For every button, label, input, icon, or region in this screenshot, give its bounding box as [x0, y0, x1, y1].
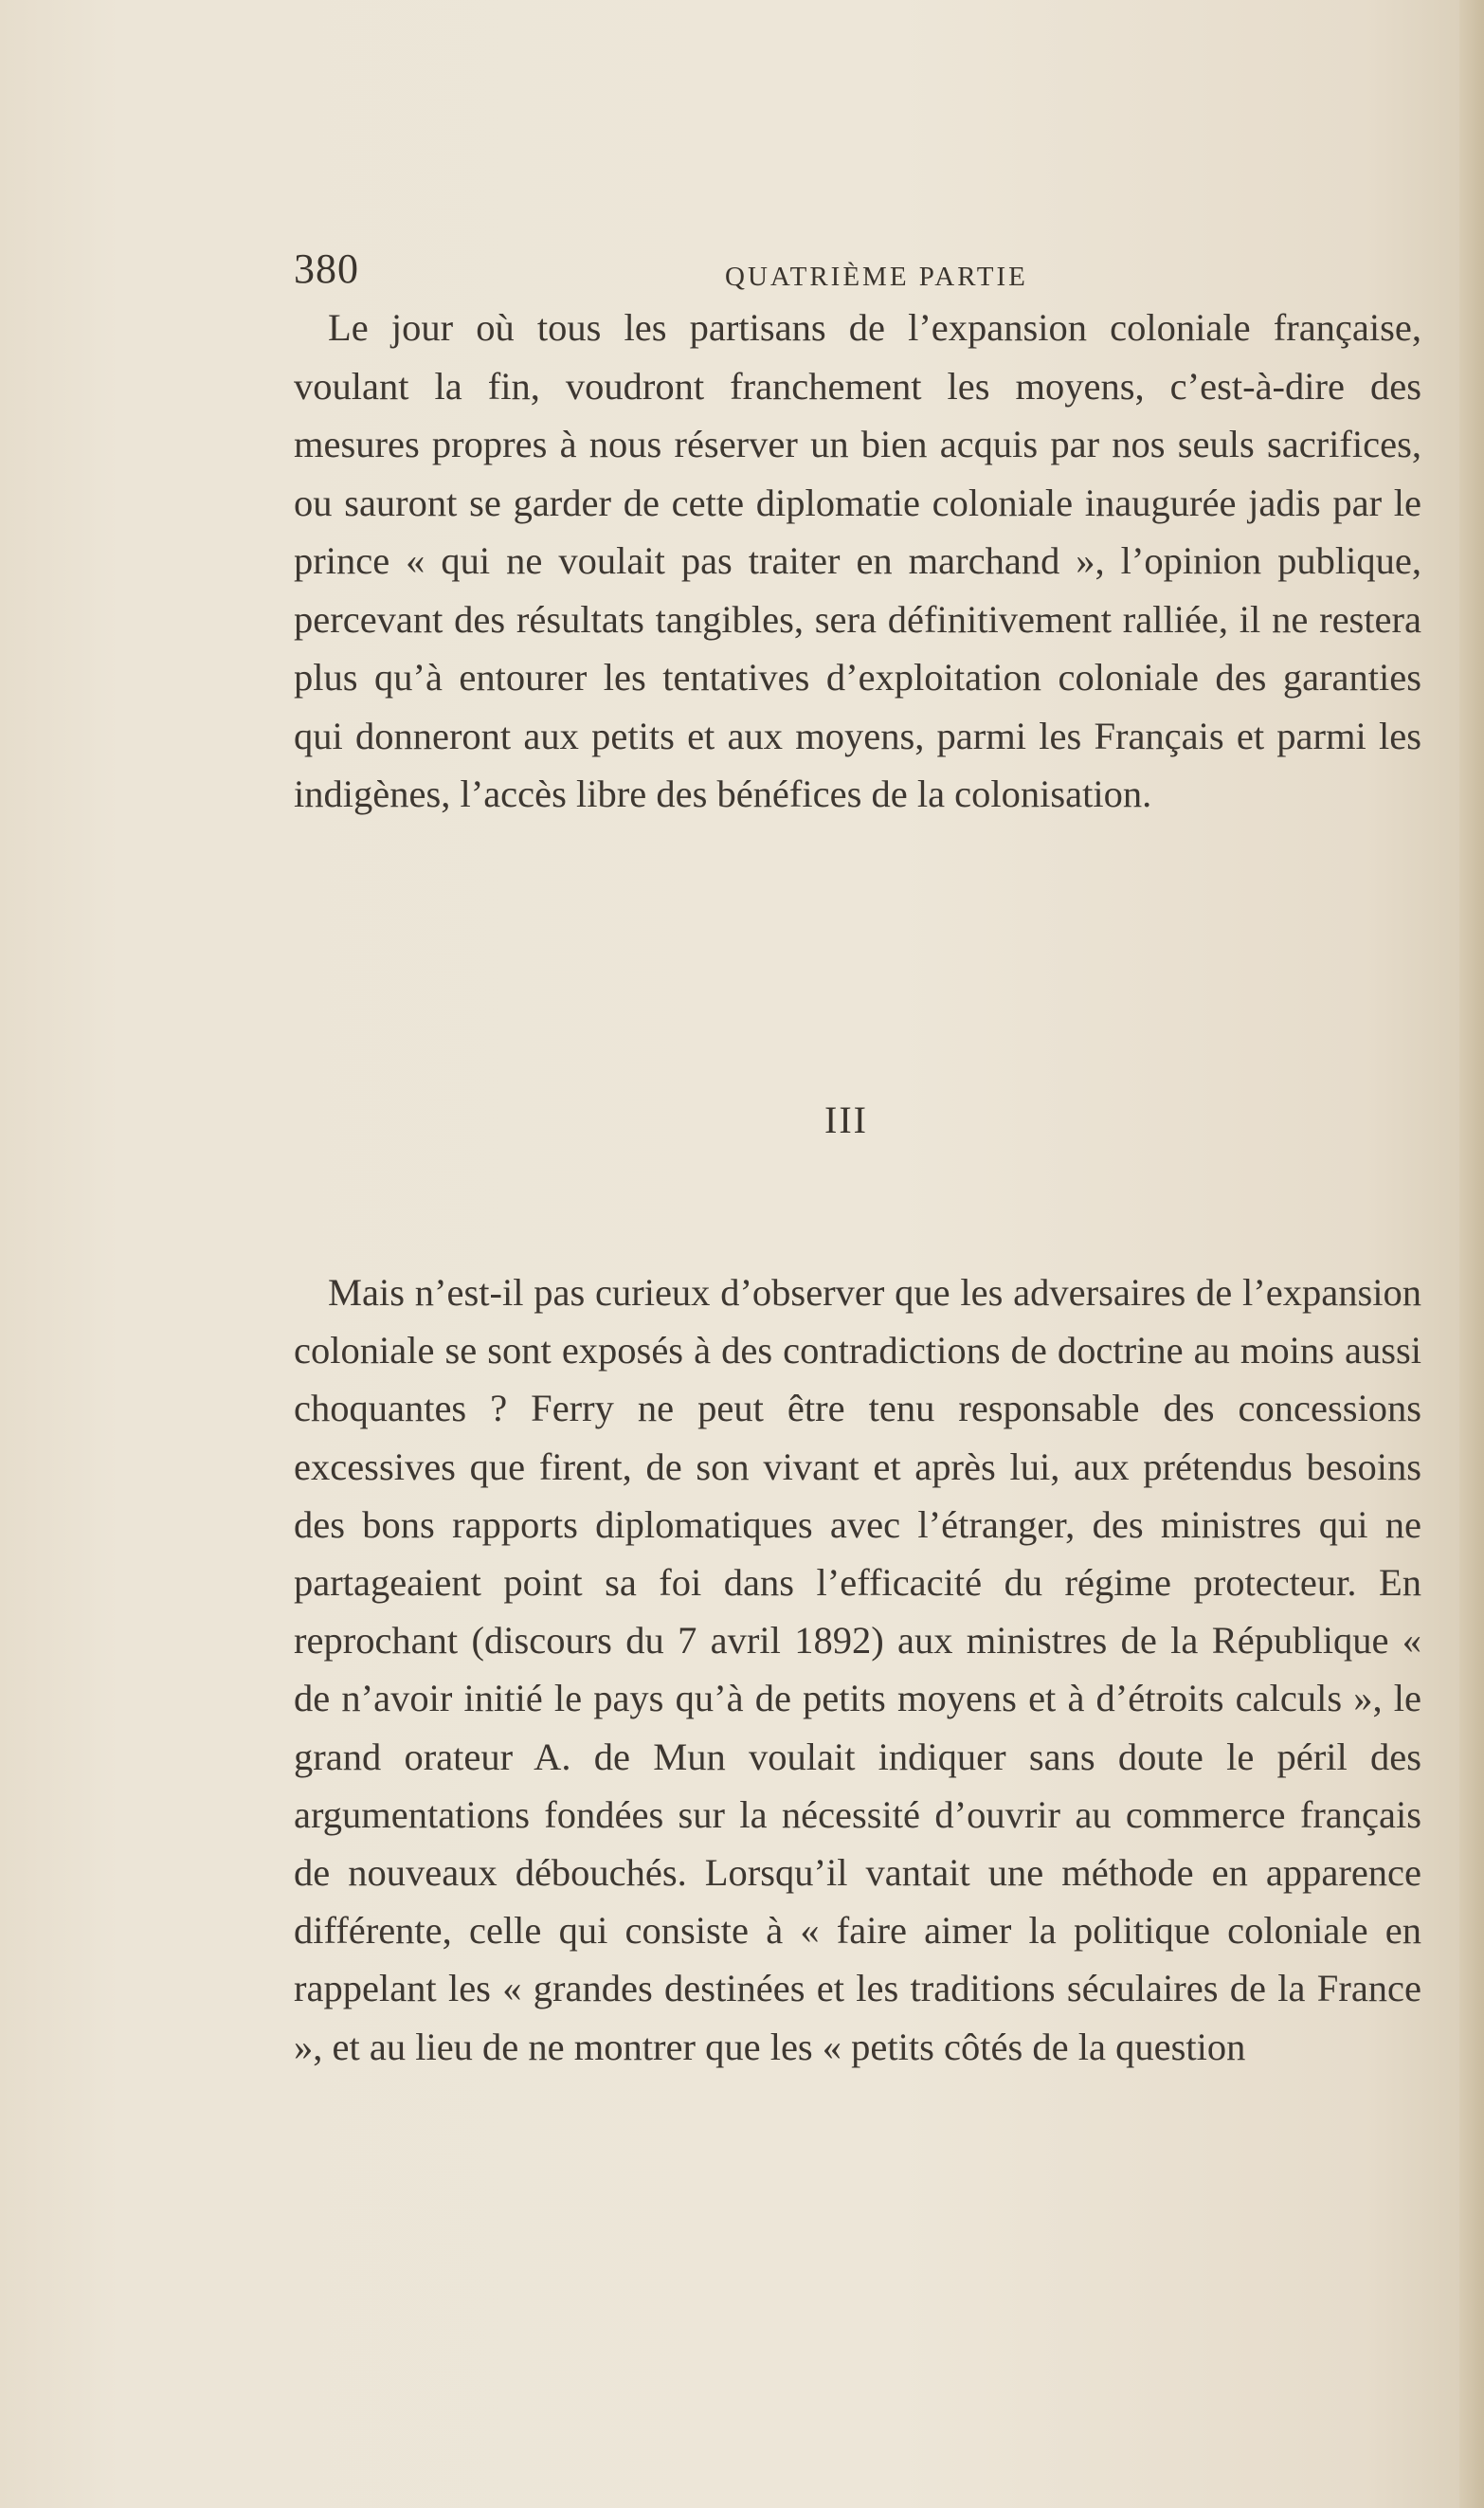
page-edge-shadow: [1459, 0, 1484, 2508]
page-number: 380: [294, 245, 359, 292]
paragraph-1-text: Le jour où tous les partisans de l’expansion coloniale française, voulant la fin, voudront franchement les moyens, c’est-à-dire des mesures propres à nous réserver un bien acquis par nos seuls sacrifices, ou sauront se garder de cette diplomatie coloniale inaugurée jadis par le prince « qui ne voulait pas traiter en marchand », l’opinion publique, percevant des résultats tangibles, sera définitivement ralliée, il ne restera plus qu’à entourer les tentatives d’exploitation coloniale des garanties qui donneront aux petits et aux moyens, parmi les Français et parmi les indigènes, l’accès libre des bénéfices de la colonisation.: [294, 306, 1421, 815]
running-head: [284, 245, 1421, 301]
paragraph-2: [294, 1263, 1421, 2076]
section-number: III: [824, 1099, 868, 1141]
paragraph-1: [294, 299, 1421, 824]
paragraph-2-text: Mais n’est-il pas curieux d’observer que les adversaires de l’expansion coloniale se sont exposés à des contradictions de doctrine au moins aussi choquantes ? Ferry ne peut être tenu responsable des concessions excessives que firent, de son vivant et après lui, aux prétendus besoins des bons rapports diplomatiques avec l’étranger, des ministres qui ne partageaient point sa foi dans l’efficacité du régime protecteur. En reprochant (discours du 7 avril 1892) aux ministres de la République « de n’avoir initié le pays qu’à de petits moyens et à d’étroits calculs », le grand orateur A. de Mun voulait indiquer sans doute le péril des argumentations fondées sur la nécessité d’ouvrir au commerce français de nouveaux débouchés. Lorsqu’il vantait une méthode en apparence différente, celle qui consiste à « faire aimer la politique coloniale en rappelant les « grandes destinées et les traditions séculaires de la France », et au lieu de ne montrer que les « petits côtés de la question: [294, 1271, 1421, 2068]
running-title: QUATRIÈME PARTIE: [725, 262, 1028, 292]
